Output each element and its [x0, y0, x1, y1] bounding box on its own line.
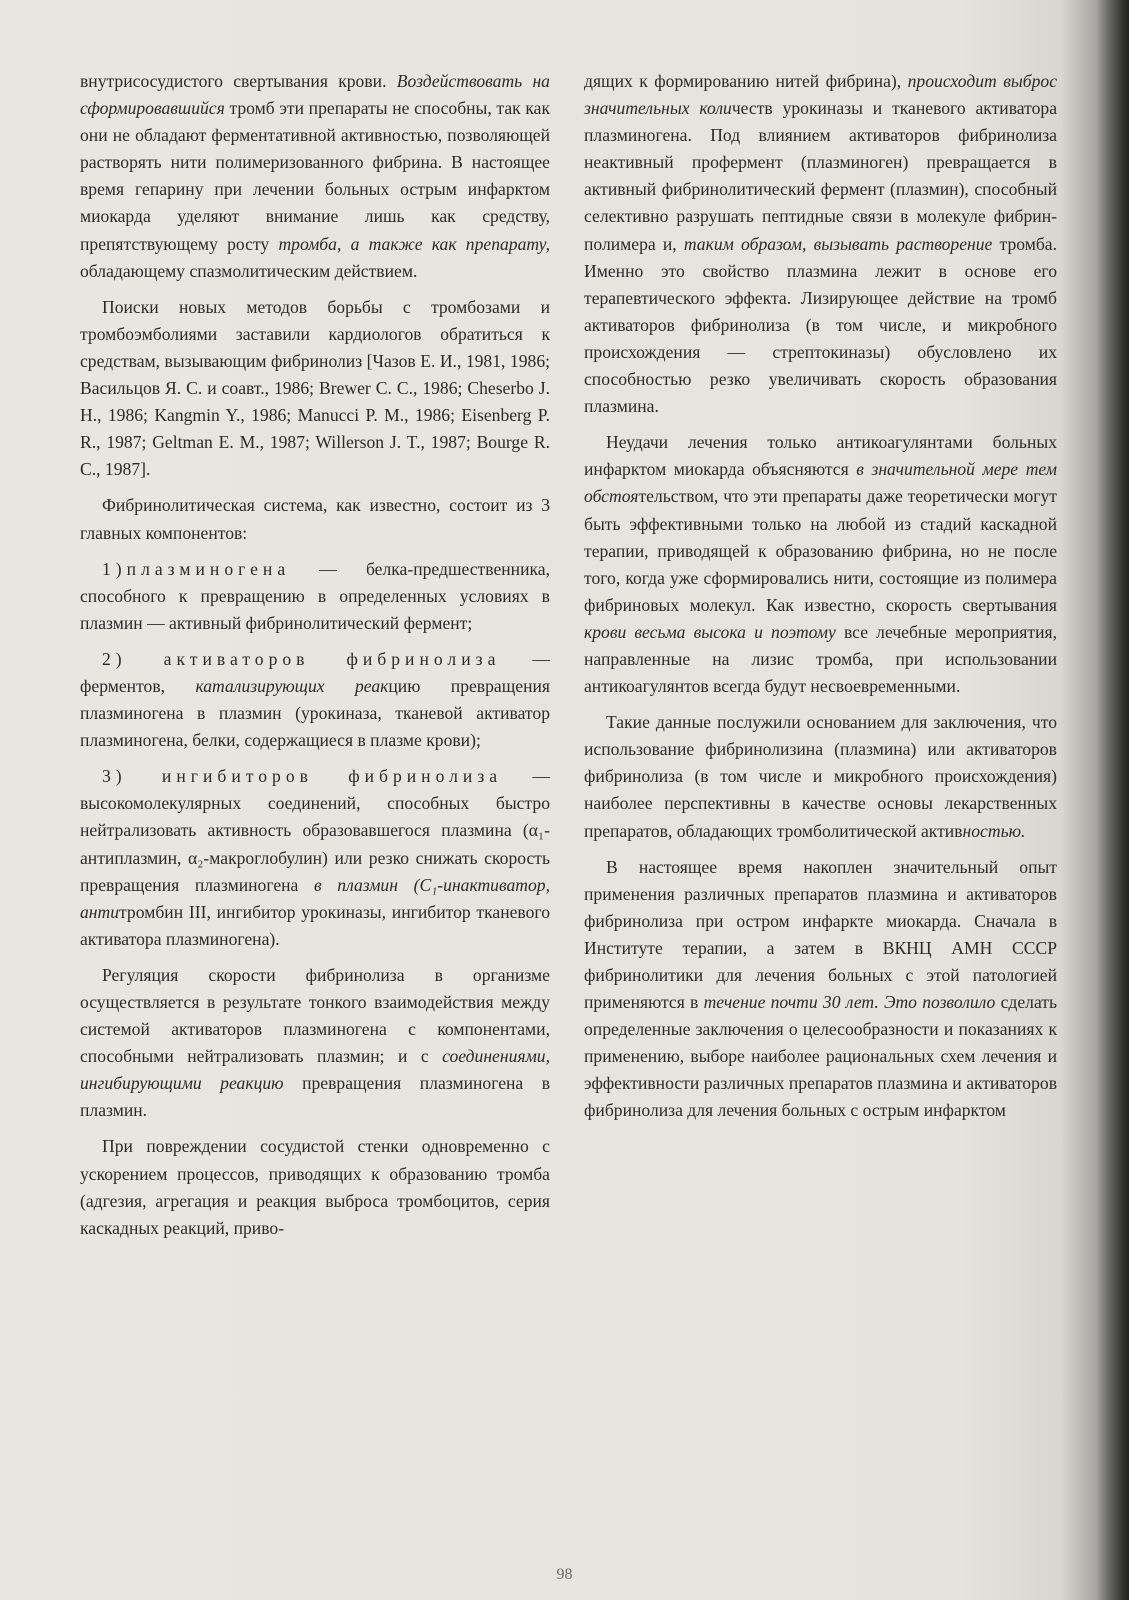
list-item-plasminogen [80, 556, 550, 637]
paragraph-search-methods: Поиски новых методов борьбы с тромбозами и тромбоэмболиями заставили кардиологов обратиться к средствам, вызывающим фибринолиз [Чазов Е. И., 1981, 1986; Васильцов Я. С. и соавт., 1986; Brewer C. C., 1986; Cheserbo J. H., 1986; Kangmin Y., 1986; Manucci P. M., 1986; Eisenberg P. R., 1987; Geltman E. M., 1987; Willerson J. T., 1987; Bourge R. C., 1987]. [80, 296, 550, 480]
list-term: 3) ингибиторов фибринолиза [102, 766, 503, 787]
text-run: тромбин III, ингибитор урокиназы, ингибитор тканевого активатора плазминогена). [80, 901, 550, 949]
italic-run: катализирующих реак [195, 675, 389, 696]
text-run: Регуляция скорости фибринолиза в организме осуществляется в результате тонкого взаимодействия между системой активаторов плазминогена с компонентами, способными нейтрализовать плазмин; и с [80, 964, 550, 1067]
text-run: В настоящее время накоплен значительный опыт применения различных препаратов плазмина и активаторов фибринолиза при остром инфаркте миокарда. Сначала в Институте терапии, а затем в ВКНЦ АМН СССР фибринолитики для лечения больных с этой патологией применяются в [584, 856, 1057, 1013]
text-run: все лечебные мероприятия, направленные на лизис тромба, при использовании антикоагулянтов всегда будут несвоевременными. [584, 621, 1057, 697]
italic-run: таким образом, вызывать растворение [683, 233, 993, 254]
italic-run: ностью. [962, 820, 1026, 841]
italic-run: происходит выброс значительных коли [584, 71, 1057, 119]
text-run: — белка-предшественника, способного к превращению в определенных условиях в плазмин — активный фибринолитический фермент; [80, 558, 550, 633]
paragraph-plasmin-formation [584, 68, 1057, 420]
text-run: тельством, что эти препараты даже теоретически могут быть эффективными только на любой из стадий каскадной терапии, приводящей к образованию фибрина, но не после того, когда уже сформировались нити, состоящие из полимера фибриновых молекул. Как известно, скорость свертывания [584, 486, 1057, 615]
paragraph-anticoagulant-failures [584, 429, 1057, 700]
italic-run: крови весьма высока и поэтому [584, 621, 836, 642]
italic-run: в значительной мере тем обстоя [584, 459, 1057, 507]
text-run: — ферментов, [80, 648, 550, 696]
list-term: 2) активаторов фибринолиза [102, 648, 501, 669]
text-run: цию превращения плазминогена в плазмин (урокиназа, тканевой активатор плазминогена, белки, содержащиеся в плазме крови); [80, 675, 550, 751]
text-run: внутрисосудистого свертывания крови. [80, 71, 397, 91]
text-run: тромб эти препараты не способны, так как они не обладают ферментативной активностью, позволяющей растворять нити полимеризованного фибрина. В настоящее время гепарину при лечении больных острым инфарктом миокарда уделяют внимание лишь как средству, препятствующему росту [80, 98, 550, 254]
text-run: дящих к формированию нитей фибрина), [584, 71, 908, 91]
text-run: Такие данные послужили основанием для заключения, что использование фибринолизина (плазмина) или активаторов фибринолиза (в том числе и микробного происхождения) наиболее перспективны в качестве основы лекарственных препаратов, обладающих тромболитической актив [584, 712, 1057, 841]
text-run: честв урокиназы и тканевого активатора плазминогена. Под влиянием активаторов фибринолиза неактивный профермент (плазминоген) превращается в активный фибринолитический фермент (плазмин), способный селективно разрушать пептидные связи в молекуле фибрин-полимера и, [584, 98, 1057, 254]
left-text-column [80, 68, 550, 1251]
paragraph-conclusion [584, 709, 1057, 844]
text-run: обладающему спазмолитическим действием. [80, 260, 418, 281]
text-run: превращения плазминогена в плазмин. [80, 1073, 551, 1121]
paragraph-regulation [80, 962, 550, 1125]
paragraph-experience [584, 854, 1057, 1125]
right-text-column [584, 68, 1057, 1134]
paragraph-fibrinolytic-system: Фибринолитическая система, как известно, состоит из 3 главных компонентов: [80, 495, 550, 543]
italic-run: Воздействовать на сформировавшийся [80, 71, 550, 119]
list-item-activators [80, 646, 550, 754]
page-number: 98 [556, 1566, 573, 1583]
italic-run: тромба, а также как препарату, [278, 233, 550, 254]
italic-run: соединениями, ингибирующими реакцию [80, 1046, 550, 1094]
book-spine-shadow [1097, 0, 1129, 1600]
paragraph-vessel-damage: При повреждении сосудистой стенки одновременно с ускорением процессов, приводящих к образованию тромба (адгезия, агрегация и реакция выброса тромбоцитов, серия каскадных реакций, приво- [80, 1136, 550, 1238]
paragraph-heparin [80, 68, 550, 285]
text-run: — высокомолекулярных соединений, способных быстро нейтрализовать активность образовавшегося плазмина (α₁-антиплазмин, α₂-макроглобулин) или резко снижать скорость превращения плазминогена [80, 766, 550, 895]
text-run: тромба. Именно это свойство плазмина лежит в основе его терапевтического эффекта. Лизирующее действие на тромб активаторов фибринолиза (в том числе, и микробного происхождения — стрептокиназы) обусловлено их способностью резко увеличивать скорость образования плазмина. [584, 233, 1057, 417]
list-term: 1)плазминогена [102, 558, 291, 579]
list-item-inhibitors [80, 763, 550, 953]
text-run: Неудачи лечения только антикоагулянтами больных инфарктом миокарда объясняются [584, 432, 1057, 480]
text-run: сделать определенные заключения о целесообразности и показаниях к применению, выборе наиболее рациональных схем лечения и эффективности различных препаратов плазмина и активаторов фибринолиза для лечения больных с острым инфарктом [584, 992, 1058, 1121]
italic-run: в плазмин (C₁-инактиватор, анти [80, 874, 550, 922]
italic-run: течение почти 30 лет. Это позволило [703, 992, 996, 1013]
